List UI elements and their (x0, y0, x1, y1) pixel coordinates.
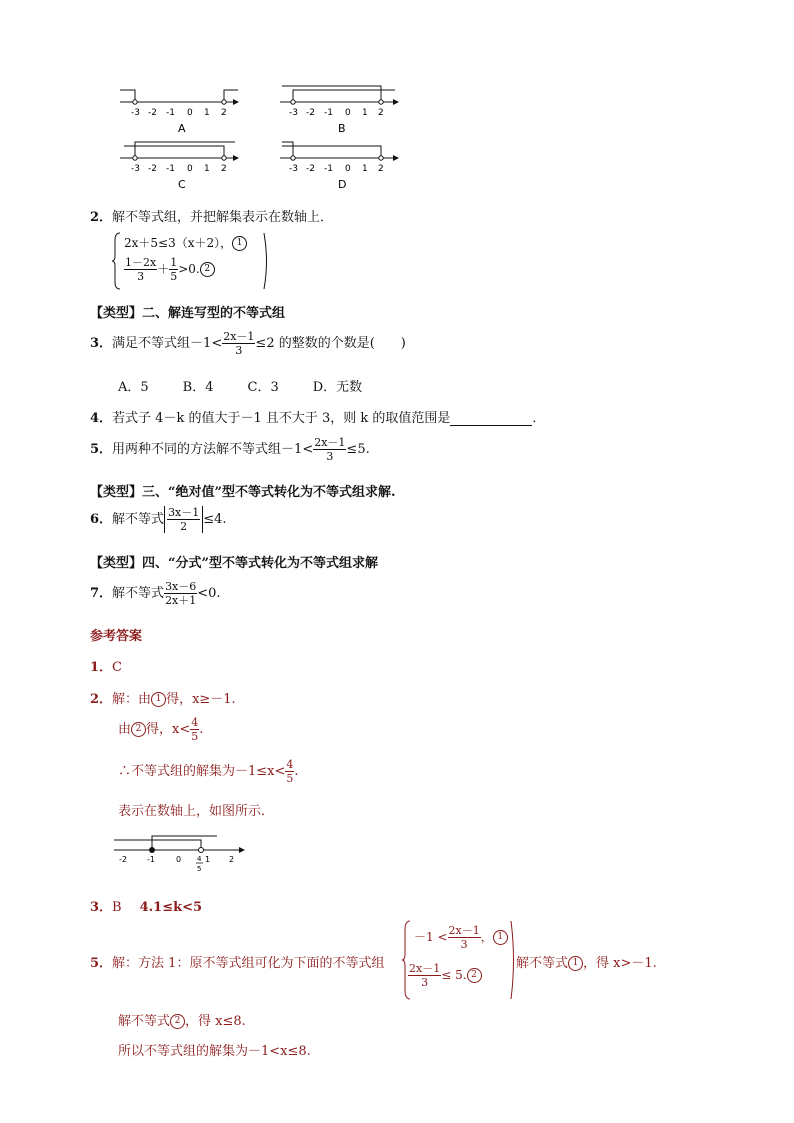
tick-label: -2 (306, 164, 315, 174)
tick-label: 2 (221, 108, 227, 118)
answer-text: ，得 x≤8. (185, 1014, 246, 1029)
option-a: A．5 (118, 380, 149, 395)
question-text: 解不等式 (112, 586, 165, 601)
answer-2-number-line (112, 828, 252, 876)
question-2 (90, 206, 333, 225)
answers-heading: 参考答案 (90, 629, 143, 644)
frac-num: 2x－1 (314, 436, 346, 449)
frac-den: 5 (286, 772, 294, 785)
answer-5-line-2 (118, 1010, 246, 1029)
absolute-value (164, 506, 203, 533)
tick-label: 0 (345, 108, 351, 118)
tick-label: 2 (221, 164, 227, 174)
frac-den: 3 (460, 938, 468, 951)
answer-text: －1 < (414, 930, 448, 944)
q2-row1 (124, 234, 247, 251)
answer-number: 5． (90, 956, 113, 971)
question-number: 3． (90, 336, 113, 351)
tick-label: -3 (131, 164, 140, 174)
option-label: D (338, 178, 347, 191)
question-text: ≤5. (346, 442, 370, 457)
tick-label: -2 (148, 108, 157, 118)
q2-row2 (124, 256, 215, 283)
frac-num: 2x－1 (448, 924, 480, 937)
tick-label: 2 (378, 108, 384, 118)
question-number: 5． (90, 442, 113, 457)
tick-label: 1 (362, 108, 368, 118)
answer-text: ， (480, 930, 493, 944)
tick-label: 1 (204, 164, 210, 174)
frac-num: 4 (286, 758, 294, 771)
circled-number: 2 (170, 1014, 185, 1029)
answer-5-line-3: 所以不等式组的解集为－1<x≤8. (118, 1044, 311, 1059)
tick-label: -1 (166, 108, 175, 118)
answer-text: 由 (118, 722, 132, 737)
tick-label: -2 (306, 108, 315, 118)
circled-number: 1 (568, 956, 583, 971)
plus-sign: ＋ (157, 262, 170, 276)
answer-text: 解不等式 (118, 1014, 171, 1029)
tick-label: 1 (362, 164, 368, 174)
question-number: 2． (90, 210, 113, 225)
circled-number: 2 (200, 262, 215, 277)
question-number: 7． (90, 586, 113, 601)
question-number: 4． (90, 411, 113, 426)
circled-number: 2 (131, 722, 146, 737)
tick-label: 0 (187, 164, 193, 174)
answer-text: 解不等式 (516, 956, 569, 971)
option-a-number-line (120, 90, 238, 135)
question-number: 6． (90, 512, 113, 527)
frac-num: 1－2x (125, 256, 157, 269)
question-text: 用两种不同的方法解不等式组－1< (112, 442, 314, 457)
tick-label: -2 (119, 855, 127, 864)
answer-number: 3． (90, 900, 113, 915)
option-c: C．3 (247, 380, 279, 395)
ineq-tail: >0. (178, 262, 200, 276)
question-3 (90, 330, 406, 357)
tick-label: -3 (289, 108, 298, 118)
option-label: B (338, 122, 346, 135)
answer-5-system (402, 920, 518, 1000)
option-d: D．无数 (312, 380, 363, 395)
tick-label: -1 (166, 164, 175, 174)
question-text: ≤2 的整数的个数是( ) (255, 336, 406, 351)
frac-den: 5 (170, 270, 178, 283)
tick-label: -3 (289, 164, 298, 174)
option-label: A (178, 122, 186, 135)
option-b: B．4 (182, 380, 214, 395)
frac-den: 2x＋1 (165, 594, 197, 607)
frac-den: 2 (180, 520, 188, 533)
answer-text: . (294, 764, 299, 779)
q3-options (118, 376, 362, 395)
frac-num: 2x－1 (409, 962, 441, 975)
question-7 (90, 580, 221, 607)
type-2-heading: 【类型】二、解连写型的不等式组 (90, 306, 286, 321)
inequality-1: 2x＋5≤3（x＋2）， (124, 236, 233, 250)
answer-text: ≤ 5. (441, 968, 467, 982)
circled-number: 1 (232, 236, 247, 251)
tick-label: 2 (378, 164, 384, 174)
answer-text: ∴不等式组的解集为－1≤x< (118, 764, 286, 779)
number-line-options-figure (110, 80, 410, 192)
question-text: 满足不等式组－1< (112, 336, 223, 351)
answer-number: 2． (90, 692, 113, 707)
type-3-heading: 【类型】三、“绝对值”型不等式转化为不等式组求解. (90, 485, 396, 500)
frac-num: 3x－1 (168, 506, 200, 519)
frac-den: 3 (235, 344, 243, 357)
answer-text: B (112, 900, 122, 915)
question-4 (90, 407, 545, 426)
tick-label: 1 (205, 855, 211, 864)
tick-frac-num: 4 (197, 855, 202, 863)
tick-label: -2 (148, 164, 157, 174)
question-text: ≤4. (203, 512, 227, 527)
frac-num: 3x－6 (165, 580, 197, 593)
question-6 (90, 506, 227, 533)
answer-5-continuation (516, 952, 657, 971)
tick-label: 0 (187, 108, 193, 118)
closed-endpoint (150, 848, 155, 853)
answer-2-line-4: 表示在数轴上，如图所示． (118, 804, 275, 819)
circled-number: 1 (493, 930, 508, 945)
tick-label: 0 (345, 164, 351, 174)
option-label: C (178, 178, 186, 191)
answer-5 (90, 952, 384, 971)
question-5 (90, 436, 370, 463)
system-row-1 (414, 924, 508, 951)
answer-blank[interactable] (450, 413, 532, 426)
answer-number: 1． (90, 660, 113, 675)
answer-2-line-2 (118, 716, 203, 743)
answer-text: 4.1≤k<5 (139, 900, 203, 915)
question-text: 若式子 4－k 的值大于－1 且不大于 3，则 k 的取值范围是 (112, 411, 451, 426)
answer-1 (90, 656, 122, 675)
option-d-number-line (280, 142, 398, 191)
question-text: <0. (197, 586, 221, 601)
option-c-number-line (120, 142, 238, 191)
tick-label: -1 (324, 164, 333, 174)
frac-den: 5 (191, 730, 199, 743)
left-brace (112, 232, 122, 290)
question-text: ． (532, 411, 546, 426)
tick-label: -1 (324, 108, 333, 118)
answer-text: . (199, 722, 204, 737)
answer-text: 解：方法 1：原不等式组可化为下面的不等式组 (112, 956, 385, 971)
answer-2-line-3 (118, 758, 299, 785)
question-text: 解不等式组，并把解集表示在数轴上． (112, 210, 334, 225)
frac-den: 3 (326, 450, 334, 463)
open-endpoint (199, 848, 204, 853)
answer-3-4 (90, 896, 202, 915)
type-4-heading: 【类型】四、“分式”型不等式转化为不等式组求解 (90, 556, 378, 571)
right-paren (262, 232, 270, 290)
answer-text: 得，x< (146, 722, 191, 737)
tick-label: -1 (147, 855, 155, 864)
frac-den: 3 (421, 976, 429, 989)
frac-num: 2x－1 (223, 330, 255, 343)
option-b-number-line (280, 86, 398, 135)
tick-label: 2 (229, 855, 235, 864)
circled-number: 2 (467, 968, 482, 983)
answer-text: C (112, 660, 122, 675)
circled-number: 1 (151, 692, 166, 707)
frac-num: 1 (170, 256, 178, 269)
tick-frac-den: 5 (197, 865, 202, 873)
frac-num: 4 (191, 716, 199, 729)
tick-label: 0 (176, 855, 182, 864)
answer-text: ，得 x>－1. (583, 956, 657, 971)
answer-text: 解：由 (112, 692, 152, 707)
system-row-2 (408, 962, 482, 989)
answer-text: 得，x≥－1. (166, 692, 236, 707)
frac-den: 3 (137, 270, 145, 283)
q2-system (112, 232, 272, 290)
tick-label: -3 (131, 108, 140, 118)
tick-label: 1 (204, 108, 210, 118)
question-text: 解不等式 (112, 512, 165, 527)
answer-2 (90, 688, 236, 707)
